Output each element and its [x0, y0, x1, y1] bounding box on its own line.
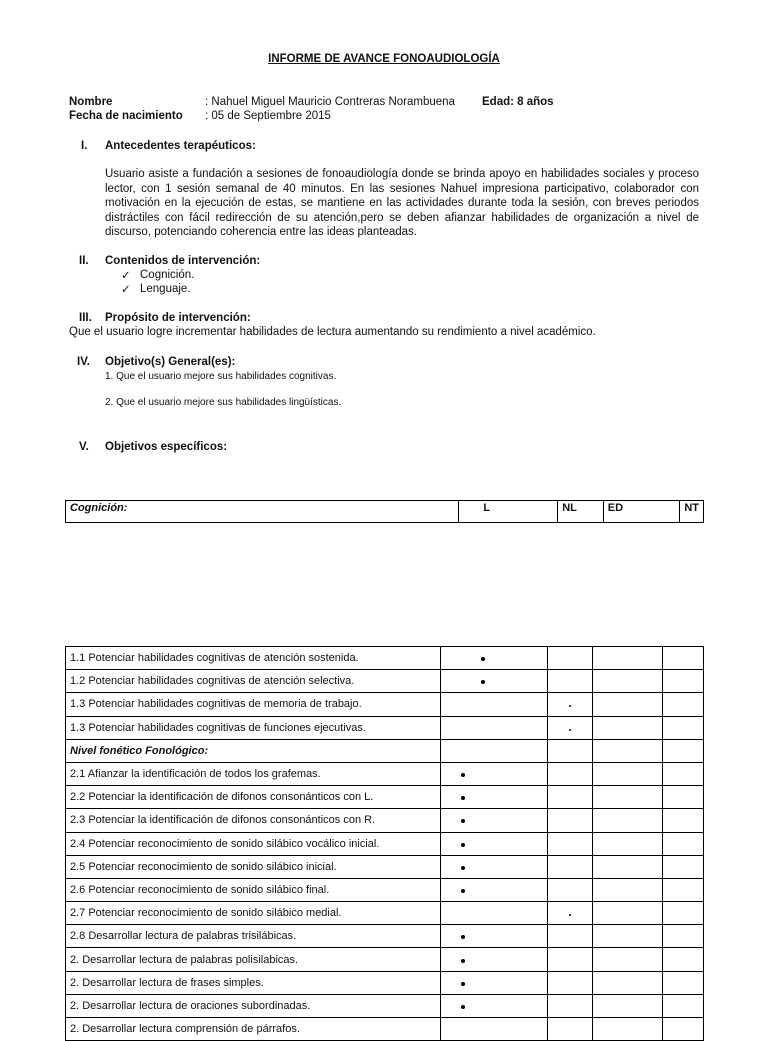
bullet-icon	[481, 657, 485, 661]
objective-text: 2. Desarrollar lectura de frases simples.	[66, 971, 441, 994]
mark-cell-ed	[593, 716, 662, 739]
mark-cell-nt	[662, 809, 703, 832]
objective-text: 2. Desarrollar lectura de palabras polisilabicas.	[66, 948, 441, 971]
bullet-icon	[461, 819, 465, 823]
mark-cell-nl	[547, 832, 593, 855]
content-item: Cognición.	[140, 269, 195, 281]
name-label: Nombre	[69, 96, 113, 108]
mark-cell-ed	[593, 855, 662, 878]
section-5-number: V.	[79, 441, 89, 453]
mark-cell-nl	[547, 647, 593, 670]
mark-cell-nt	[662, 739, 703, 762]
table-row	[66, 971, 704, 994]
section-1-title: Antecedentes terapéuticos:	[105, 140, 256, 152]
objectives-table	[65, 646, 704, 1041]
mark-cell-l	[441, 948, 547, 971]
mark-cell-nl	[547, 948, 593, 971]
mark-cell-ed	[593, 647, 662, 670]
mark-cell-ed	[593, 994, 662, 1017]
mark-cell-nt	[662, 786, 703, 809]
mark-cell-nt	[662, 902, 703, 925]
mark-cell-nt	[662, 925, 703, 948]
content-item: Lenguaje.	[140, 283, 191, 295]
objective-text: 2.4 Potenciar reconocimiento de sonido silábico vocálico inicial.	[66, 832, 441, 855]
mark-cell-l	[441, 902, 547, 925]
mark-cell-nt	[662, 693, 703, 716]
mark-cell-l	[441, 647, 547, 670]
mark-cell-l	[441, 693, 547, 716]
mark-cell-nt	[662, 948, 703, 971]
mark-cell-nl	[547, 739, 593, 762]
mark-cell-nl	[547, 925, 593, 948]
bullet-icon	[461, 1005, 465, 1009]
mark-cell-ed	[593, 786, 662, 809]
bullet-icon	[569, 705, 571, 707]
table-row	[66, 855, 704, 878]
table-row	[66, 647, 704, 670]
table-row	[66, 1018, 704, 1041]
age-label: Edad: 8 años	[482, 96, 554, 108]
mark-cell-ed	[593, 902, 662, 925]
mark-cell-l	[441, 762, 547, 785]
table-row	[66, 878, 704, 901]
bullet-icon	[461, 796, 465, 800]
mark-cell-ed	[593, 1018, 662, 1041]
section-3-text: Que el usuario logre incrementar habilidades de lectura aumentando su rendimiento a nivel académico.	[69, 326, 596, 338]
section-2-number: II.	[79, 255, 89, 267]
mark-cell-ed	[593, 693, 662, 716]
objective-text: 2.8 Desarrollar lectura de palabras trisilábicas.	[66, 925, 441, 948]
mark-cell-ed	[593, 971, 662, 994]
objective-text: 2. Desarrollar lectura comprensión de párrafos.	[66, 1018, 441, 1041]
table-row	[66, 809, 704, 832]
report-title: INFORME DE AVANCE FONOAUDIOLOGÍA	[268, 53, 500, 65]
section-2-title: Contenidos de intervención:	[105, 255, 261, 267]
objective-text: 2.1 Afianzar la identificación de todos los grafemas.	[66, 762, 441, 785]
table-row	[66, 832, 704, 855]
mark-cell-nt	[662, 878, 703, 901]
bullet-icon	[461, 959, 465, 963]
header-cognition-label: Cognición:	[66, 501, 459, 523]
table-subheader: Nivel fonético Fonológico:	[66, 739, 441, 762]
mark-cell-nl	[547, 878, 593, 901]
mark-cell-nl	[547, 809, 593, 832]
objective-text: 2. Desarrollar lectura de oraciones subordinadas.	[66, 994, 441, 1017]
bullet-icon	[569, 914, 571, 916]
section-1-text: Usuario asiste a fundación a sesiones de fonoaudiología donde se brinda apoyo en habilidades sociales y proceso lector, con 1 sesión semanal de 40 minutos. En las sesiones Nahuel impresiona participativo, colaborador con motivación en la ejecución de estas, se mantiene en las actividades durante toda la sesión, con breves periodos distráctiles con fácil redirección de su atención,pero se deben afianzar habilidades de organización a nivel de discurso, potenciando coherencia entre las ideas planteadas.	[105, 168, 699, 239]
header-col-nt: NT	[680, 501, 704, 523]
table-row	[66, 786, 704, 809]
mark-cell-l	[441, 994, 547, 1017]
header-col-ed: ED	[603, 501, 680, 523]
mark-cell-ed	[593, 832, 662, 855]
objective-text: 2.7 Potenciar reconocimiento de sonido silábico medial.	[66, 902, 441, 925]
section-5-title: Objetivos específicos:	[105, 441, 228, 453]
table-row	[66, 693, 704, 716]
dob-label: Fecha de nacimiento	[69, 110, 183, 122]
mark-cell-nt	[662, 994, 703, 1017]
mark-cell-l	[441, 670, 547, 693]
header-col-nl: NL	[558, 501, 604, 523]
mark-cell-nt	[662, 762, 703, 785]
table-row	[66, 948, 704, 971]
section-3-title: Propósito de intervención:	[105, 312, 251, 324]
mark-cell-nl	[547, 693, 593, 716]
bullet-icon	[461, 843, 465, 847]
mark-cell-nt	[662, 832, 703, 855]
section-4-title: Objetivo(s) General(es):	[105, 356, 236, 368]
mark-cell-nl	[547, 902, 593, 925]
mark-cell-nl	[547, 971, 593, 994]
objective-text: 1.2 Potenciar habilidades cognitivas de atención selectiva.	[66, 670, 441, 693]
mark-cell-l	[441, 739, 547, 762]
mark-cell-nt	[662, 716, 703, 739]
dob-value: : 05 de Septiembre 2015	[205, 110, 331, 122]
objective-text: 2.2 Potenciar la identificación de difonos consonánticos con L.	[66, 786, 441, 809]
table-subheader-row	[66, 739, 704, 762]
cognition-header-table	[65, 500, 704, 523]
mark-cell-l	[441, 786, 547, 809]
mark-cell-nl	[547, 994, 593, 1017]
mark-cell-ed	[593, 878, 662, 901]
mark-cell-ed	[593, 809, 662, 832]
table-row	[66, 925, 704, 948]
mark-cell-l	[441, 716, 547, 739]
objective-text: 2.3 Potenciar la identificación de difonos consonánticos con R.	[66, 809, 441, 832]
mark-cell-nt	[662, 647, 703, 670]
check-icon: ✓	[121, 284, 131, 296]
mark-cell-nl	[547, 1018, 593, 1041]
section-1-number: I.	[81, 140, 88, 152]
mark-cell-nl	[547, 716, 593, 739]
mark-cell-ed	[593, 739, 662, 762]
mark-cell-nt	[662, 1018, 703, 1041]
general-objective: 2. Que el usuario mejore sus habilidades lingüísticas.	[105, 397, 342, 408]
mark-cell-l	[441, 971, 547, 994]
table-row	[66, 716, 704, 739]
mark-cell-l	[441, 832, 547, 855]
bullet-icon	[461, 982, 465, 986]
objective-text: 2.5 Potenciar reconocimiento de sonido silábico inicial.	[66, 855, 441, 878]
mark-cell-nt	[662, 855, 703, 878]
objective-text: 1.3 Potenciar habilidades cognitivas de funciones ejecutivas.	[66, 716, 441, 739]
mark-cell-l	[441, 809, 547, 832]
mark-cell-l	[441, 1018, 547, 1041]
bullet-icon	[461, 935, 465, 939]
table-row	[66, 902, 704, 925]
mark-cell-nt	[662, 971, 703, 994]
mark-cell-l	[441, 855, 547, 878]
mark-cell-l	[441, 878, 547, 901]
objective-text: 1.3 Potenciar habilidades cognitivas de memoria de trabajo.	[66, 693, 441, 716]
mark-cell-nt	[662, 670, 703, 693]
bullet-icon	[461, 866, 465, 870]
general-objective: 1. Que el usuario mejore sus habilidades cognitivas.	[105, 371, 337, 382]
bullet-icon	[461, 889, 465, 893]
bullet-icon	[481, 680, 485, 684]
mark-cell-nl	[547, 855, 593, 878]
section-4-number: IV.	[77, 356, 91, 368]
check-icon: ✓	[121, 270, 131, 282]
mark-cell-ed	[593, 948, 662, 971]
mark-cell-l	[441, 925, 547, 948]
bullet-icon	[461, 773, 465, 777]
section-3-number: III.	[79, 312, 92, 324]
name-value: : Nahuel Miguel Mauricio Contreras Norambuena	[205, 96, 455, 108]
mark-cell-ed	[593, 762, 662, 785]
header-col-l: L	[459, 501, 558, 523]
objective-text: 2.6 Potenciar reconocimiento de sonido silábico final.	[66, 878, 441, 901]
mark-cell-nl	[547, 786, 593, 809]
mark-cell-nl	[547, 670, 593, 693]
table-row	[66, 670, 704, 693]
mark-cell-nl	[547, 762, 593, 785]
bullet-icon	[569, 729, 571, 731]
mark-cell-ed	[593, 670, 662, 693]
objective-text: 1.1 Potenciar habilidades cognitivas de atención sostenida.	[66, 647, 441, 670]
mark-cell-ed	[593, 925, 662, 948]
table-row	[66, 994, 704, 1017]
table-row	[66, 762, 704, 785]
